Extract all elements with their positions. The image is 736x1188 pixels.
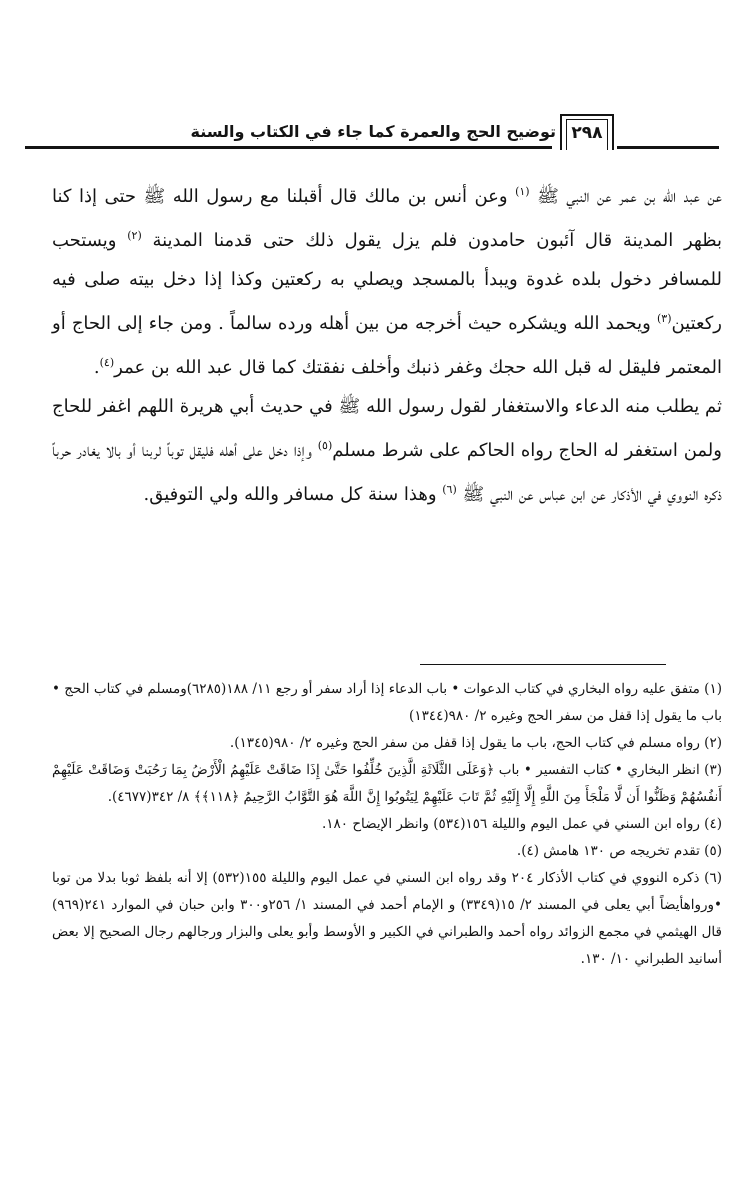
text-run: عن عبد الله بن عمر عن النبي ﷺ	[529, 186, 722, 207]
footnote-reference: (٦)	[442, 483, 457, 496]
text-run: ثم يطلب منه الدعاء والاستغفار لقول رسول الله ﷺ في حديث أبي هريرة اللهم اغفر للحاج ولمن استغفر له الحاج رواه الحاكم على شرط مسلم	[52, 396, 722, 461]
main-text	[52, 172, 722, 514]
text-run: ويستحب للمسافر دخول بلده غدوة ويبدأ بالمسجد ويصلي به ركعتين وكذا إذا دخل بيته صلى فيه ركعتين	[52, 230, 722, 334]
text-run: وعن أنس بن مالك قال أقبلنا مع رسول الله ﷺ حتى إذا كنا بظهر المدينة قال آئبون حامدون فلم يزل يقول ذلك حتى قدمنا المدينة	[52, 186, 722, 251]
footnote-reference: (٥)	[317, 439, 333, 452]
footnotes	[52, 676, 722, 973]
footnote-item: (٥) تقدم تخريجه ص ١٣٠ هامش (٤).	[516, 843, 722, 859]
footnote-item: (٦) ذكره النووي في كتاب الأذكار ٢٠٤ وقد رواه ابن السني في عمل اليوم والليلة ١٥٥(٥٣٢) إلا أنه بلفظ ثوبا بدلا من توبا •ورواهأيضاً أبي يعلى في المسند ٢/ ١٥(٣٣٤٩) و الإمام أحمد في المسند ١/ ٢٥٦و٣٠٠ وابن حبان في الموارد ٢٤١(٩٦٩) قال الهيثمي في مجمع الزوائد رواه أحمد والطبراني في الكبير و الأوسط وأبو يعلى والبزار ورجالهم رجال الصحيح إلا بعض أسانيد الطبراني ١٠/ ١٣٠.	[52, 870, 722, 967]
text-run: .	[93, 357, 100, 378]
footnote-reference: (٢)	[127, 229, 142, 242]
header-rule-right	[617, 146, 719, 149]
footnote-reference: (٤)	[99, 356, 115, 369]
body-paragraph	[52, 387, 722, 514]
header-rule-left	[25, 146, 552, 149]
text-run: وإذا دخل على أهله فليقل توباً لربنا أو بالا يغادر حرباً ذكره النووي في الأذكار عن ابن عباس عن النبي ﷺ	[52, 440, 722, 505]
footnote-item: (٢) رواه مسلم في كتاب الحج، باب ما يقول إذا قفل من سفر الحج وغيره ٢/ ٩٨٠(١٣٤٥).	[229, 735, 722, 751]
text-run: ويحمد الله ويشكره حيث أخرجه من بين أهله ورده سالماً . ومن جاء إلى الحاج أو المعتمر فليقل له قبل الله حجك وغفر ذنبك وأخلف نفقتك كما قال عبد الله بن عمر	[52, 313, 722, 378]
body-paragraph	[52, 172, 722, 387]
footnote-item: (٤) رواه ابن السني في عمل اليوم والليلة ١٥٦(٥٣٤) وانظر الإيضاح ١٨٠.	[321, 816, 722, 832]
text-run: وهذا سنة كل مسافر والله ولي التوفيق.	[143, 484, 443, 505]
footnote-separator	[420, 664, 666, 665]
footnote-item: (٣) انظر البخاري • كتاب التفسير • باب ﴿وَعَلَى الثَّلَاثَةِ الَّذِينَ خُلِّفُوا حَتَّىٰ إِذَا ضَاقَتْ عَلَيْهِمُ الْأَرْضُ بِمَا رَحُبَتْ وَضَاقَتْ عَلَيْهِمْ أَنفُسُهُمْ وَظَنُّوا أَن لَّا مَلْجَأَ مِنَ اللَّهِ إِلَّا إِلَيْهِ ثُمَّ تَابَ عَلَيْهِمْ لِيَتُوبُوا إِنَّ اللَّهَ هُوَ التَّوَّابُ الرَّحِيمُ ﴿١١٨﴾﴾ ٨/ ٣٤٢(٤٦٧٧).	[52, 762, 722, 805]
footnote-reference: (١)	[515, 185, 530, 198]
page-number: ٢٩٨	[560, 114, 614, 150]
running-header-title: توضيح الحج والعمرة كما جاء في الكتاب والسنة	[190, 122, 556, 141]
footnote-reference: (٣)	[656, 312, 672, 325]
footnote-item: (١) متفق عليه رواه البخاري في كتاب الدعوات • باب الدعاء إذا أراد سفر أو رجع ١١/ ١٨٨(٦٢٨٥)ومسلم في كتاب الحج • باب ما يقول إذا قفل من سفر الحج وغيره ٢/ ٩٨٠(١٣٤٤)	[52, 681, 722, 724]
